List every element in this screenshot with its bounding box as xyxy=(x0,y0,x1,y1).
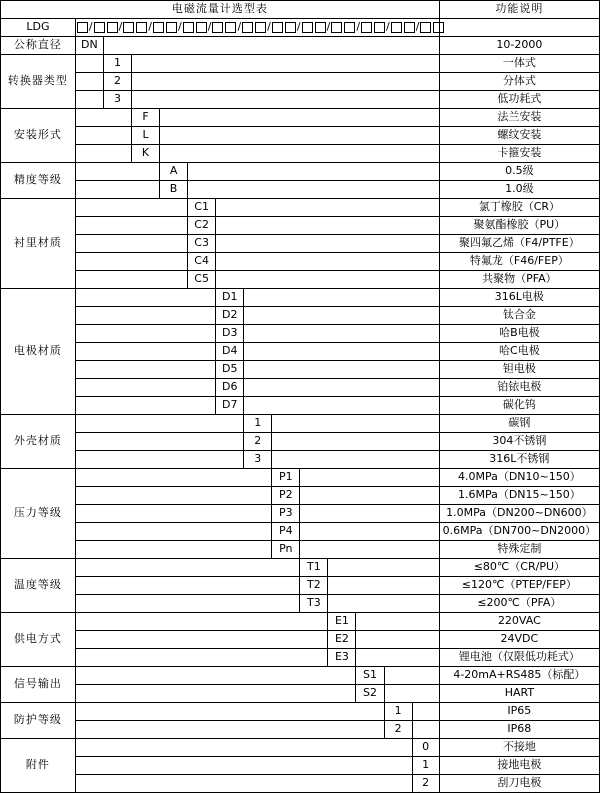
category-label: 防护等级 xyxy=(1,703,76,739)
row-converter-type-2 xyxy=(1,73,600,91)
spacer-cell xyxy=(75,523,271,541)
row-electrode-3 xyxy=(1,325,600,343)
spacer-cell xyxy=(244,325,440,343)
desc-cell: 卡箍安装 xyxy=(439,145,599,163)
code-box xyxy=(285,22,296,33)
row-pressure-5 xyxy=(1,541,600,559)
code-cell: K xyxy=(131,145,159,163)
row-converter-type-1 xyxy=(1,55,600,73)
code-cell: S2 xyxy=(356,685,384,703)
spacer-cell xyxy=(75,343,215,361)
desc-empty xyxy=(439,19,599,37)
code-cell: DN xyxy=(75,37,103,55)
desc-cell: 316L不锈钢 xyxy=(439,451,599,469)
spacer-cell xyxy=(75,235,187,253)
row-shell-1 xyxy=(1,415,600,433)
desc-cell: 钛合金 xyxy=(439,307,599,325)
desc-cell: ≤120℃（PTEP/FEP） xyxy=(439,577,599,595)
spacer-cell xyxy=(412,703,439,721)
code-box xyxy=(315,22,326,33)
spacer-cell xyxy=(244,343,440,361)
spacer-cell xyxy=(328,577,439,595)
code-cell: F xyxy=(131,109,159,127)
spacer-cell xyxy=(160,109,440,127)
category-label: 公称直径 xyxy=(1,37,76,55)
desc-cell: HART xyxy=(439,685,599,703)
spacer-cell xyxy=(75,397,215,415)
row-electrode-7 xyxy=(1,397,600,415)
code-box xyxy=(242,22,253,33)
category-label: 温度等级 xyxy=(1,559,76,613)
code-cell: 1 xyxy=(412,757,439,775)
desc-cell: 共聚物（PFA） xyxy=(439,271,599,289)
code-cell: S1 xyxy=(356,667,384,685)
desc-cell: 4.0MPa（DN10~150） xyxy=(439,469,599,487)
ldg-label: LDG xyxy=(1,19,76,37)
spacer-cell xyxy=(75,379,215,397)
table-title: 电磁流量计选型表 xyxy=(1,1,440,19)
desc-cell: 4-20mA+RS485（标配） xyxy=(439,667,599,685)
spacer-cell xyxy=(356,631,439,649)
code-box xyxy=(374,22,385,33)
row-electrode-4 xyxy=(1,343,600,361)
row-install-2 xyxy=(1,127,600,145)
desc-cell: IP65 xyxy=(439,703,599,721)
category-label: 供电方式 xyxy=(1,613,76,667)
spacer-cell xyxy=(75,595,300,613)
code-cell: 3 xyxy=(244,451,272,469)
code-cell: 0 xyxy=(412,739,439,757)
code-box xyxy=(153,22,164,33)
spacer-cell xyxy=(216,217,440,235)
row-accessory-1 xyxy=(1,739,600,757)
row-lining-2 xyxy=(1,217,600,235)
row-pressure-4 xyxy=(1,523,600,541)
desc-cell: 1.0MPa（DN200~DN600） xyxy=(439,505,599,523)
category-label: 精度等级 xyxy=(1,163,76,199)
table-title-row xyxy=(1,1,600,19)
spacer-cell xyxy=(75,739,412,757)
row-electrode-2 xyxy=(1,307,600,325)
desc-cell: IP68 xyxy=(439,721,599,739)
desc-cell: 哈B电极 xyxy=(439,325,599,343)
code-cell: C3 xyxy=(188,235,216,253)
code-box xyxy=(433,22,444,33)
spacer-cell xyxy=(75,271,187,289)
row-power-1 xyxy=(1,613,600,631)
category-label: 转换器类型 xyxy=(1,55,76,109)
spacer-cell xyxy=(160,127,440,145)
desc-cell: 碳钢 xyxy=(439,415,599,433)
row-power-2 xyxy=(1,631,600,649)
desc-cell: 氯丁橡胶（CR） xyxy=(439,199,599,217)
code-cell: D7 xyxy=(216,397,244,415)
spacer-cell xyxy=(216,271,440,289)
desc-cell: 0.6MPa（DN700~DN2000） xyxy=(439,523,599,541)
code-boxes-row xyxy=(1,19,600,37)
code-cell: D2 xyxy=(216,307,244,325)
desc-cell: 碳化钨 xyxy=(439,397,599,415)
spacer-cell xyxy=(188,181,440,199)
code-cell: A xyxy=(160,163,188,181)
spacer-cell xyxy=(75,217,187,235)
spacer-cell xyxy=(131,73,439,91)
code-box xyxy=(302,22,313,33)
code-cell: C4 xyxy=(188,253,216,271)
spacer-cell xyxy=(75,145,131,163)
desc-cell: 1.0级 xyxy=(439,181,599,199)
category-label: 电极材质 xyxy=(1,289,76,415)
category-label: 压力等级 xyxy=(1,469,76,559)
code-cell: C1 xyxy=(188,199,216,217)
code-box xyxy=(404,22,415,33)
spacer-cell xyxy=(272,415,439,433)
spacer-cell xyxy=(272,433,439,451)
row-accuracy-1 xyxy=(1,163,600,181)
spacer-cell xyxy=(75,469,271,487)
code-cell: C5 xyxy=(188,271,216,289)
spacer-cell xyxy=(75,775,412,793)
row-temperature-2 xyxy=(1,577,600,595)
code-cell: 1 xyxy=(103,55,131,73)
desc-cell: 哈C电极 xyxy=(439,343,599,361)
code-cell: T3 xyxy=(300,595,328,613)
code-cell: E3 xyxy=(328,649,356,667)
code-cell: D5 xyxy=(216,361,244,379)
code-cell: T2 xyxy=(300,577,328,595)
desc-cell: ≤200℃（PFA） xyxy=(439,595,599,613)
desc-cell: 304不锈钢 xyxy=(439,433,599,451)
row-nominal-diameter xyxy=(1,37,600,55)
desc-cell: 接地电极 xyxy=(439,757,599,775)
code-cell: 2 xyxy=(103,73,131,91)
spacer-cell xyxy=(75,91,103,109)
desc-cell: 特氟龙（F46/FEP） xyxy=(439,253,599,271)
row-shell-2 xyxy=(1,433,600,451)
spacer-cell xyxy=(75,487,271,505)
spacer-cell xyxy=(75,541,271,559)
spacer-cell xyxy=(75,685,356,703)
code-box xyxy=(344,22,355,33)
desc-cell: 法兰安装 xyxy=(439,109,599,127)
spacer-cell xyxy=(75,415,243,433)
row-protection-2 xyxy=(1,721,600,739)
code-cell: D1 xyxy=(216,289,244,307)
category-label: 信号输出 xyxy=(1,667,76,703)
desc-cell: 锂电池（仅限低功耗式） xyxy=(439,649,599,667)
spacer-cell xyxy=(75,55,103,73)
spacer-cell xyxy=(75,109,131,127)
spacer-cell xyxy=(75,721,384,739)
spacer-cell xyxy=(75,703,384,721)
spacer-cell xyxy=(216,253,440,271)
spacer-cell xyxy=(356,649,439,667)
desc-cell: 一体式 xyxy=(439,55,599,73)
desc-cell: 聚四氟乙烯（F4/PTFE） xyxy=(439,235,599,253)
code-box xyxy=(272,22,283,33)
code-cell: D6 xyxy=(216,379,244,397)
row-accessory-3 xyxy=(1,775,600,793)
row-install-3 xyxy=(1,145,600,163)
row-temperature-1 xyxy=(1,559,600,577)
code-box xyxy=(255,22,266,33)
row-accuracy-2 xyxy=(1,181,600,199)
row-accessory-2 xyxy=(1,757,600,775)
code-cell: C2 xyxy=(188,217,216,235)
spacer-cell xyxy=(160,145,440,163)
desc-cell: 分体式 xyxy=(439,73,599,91)
spacer-cell xyxy=(75,73,103,91)
code-box xyxy=(107,22,118,33)
code-box xyxy=(166,22,177,33)
code-box xyxy=(77,22,88,33)
code-cell: E1 xyxy=(328,613,356,631)
row-electrode-5 xyxy=(1,361,600,379)
code-cell: D4 xyxy=(216,343,244,361)
spacer-cell xyxy=(75,757,412,775)
spacer-cell xyxy=(75,613,328,631)
code-box xyxy=(331,22,342,33)
code-box xyxy=(196,22,207,33)
spacer-cell xyxy=(75,325,215,343)
spacer-cell xyxy=(75,649,328,667)
desc-cell: 24VDC xyxy=(439,631,599,649)
spacer-cell xyxy=(75,577,300,595)
spacer-cell xyxy=(103,37,439,55)
code-cell: 1 xyxy=(244,415,272,433)
code-cell: Pn xyxy=(272,541,300,559)
row-lining-1 xyxy=(1,199,600,217)
spacer-cell xyxy=(75,163,159,181)
desc-cell: 低功耗式 xyxy=(439,91,599,109)
code-cell: L xyxy=(131,127,159,145)
row-signal-1 xyxy=(1,667,600,685)
row-protection-1 xyxy=(1,703,600,721)
code-box xyxy=(361,22,372,33)
code-box xyxy=(391,22,402,33)
spacer-cell xyxy=(244,361,440,379)
row-pressure-2 xyxy=(1,487,600,505)
row-pressure-3 xyxy=(1,505,600,523)
spacer-cell xyxy=(244,289,440,307)
desc-cell: 0.5级 xyxy=(439,163,599,181)
code-cell: 2 xyxy=(412,775,439,793)
spacer-cell xyxy=(300,505,439,523)
desc-cell: 10-2000 xyxy=(439,37,599,55)
desc-cell: 特殊定制 xyxy=(439,541,599,559)
spacer-cell xyxy=(75,307,215,325)
spacer-cell xyxy=(75,433,243,451)
spacer-cell xyxy=(384,685,439,703)
desc-cell: 刮刀电极 xyxy=(439,775,599,793)
row-shell-3 xyxy=(1,451,600,469)
spacer-cell xyxy=(75,667,356,685)
spacer-cell xyxy=(412,721,439,739)
desc-cell: 螺纹安装 xyxy=(439,127,599,145)
spacer-cell xyxy=(216,235,440,253)
row-lining-5 xyxy=(1,271,600,289)
row-signal-2 xyxy=(1,685,600,703)
desc-cell: 1.6MPa（DN15~150） xyxy=(439,487,599,505)
desc-title: 功能说明 xyxy=(439,1,599,19)
spacer-cell xyxy=(356,613,439,631)
category-label: 安装形式 xyxy=(1,109,76,163)
row-pressure-1 xyxy=(1,469,600,487)
spacer-cell xyxy=(216,199,440,217)
spacer-cell xyxy=(244,379,440,397)
code-cell: E2 xyxy=(328,631,356,649)
row-lining-4 xyxy=(1,253,600,271)
spacer-cell xyxy=(328,595,439,613)
code-box xyxy=(94,22,105,33)
row-power-3 xyxy=(1,649,600,667)
spacer-cell xyxy=(244,397,440,415)
code-cell: P2 xyxy=(272,487,300,505)
code-box xyxy=(183,22,194,33)
spacer-cell xyxy=(75,199,187,217)
spacer-cell xyxy=(131,55,439,73)
spacer-cell xyxy=(328,559,439,577)
code-box xyxy=(225,22,236,33)
desc-cell: 不接地 xyxy=(439,739,599,757)
code-cell: B xyxy=(160,181,188,199)
spacer-cell xyxy=(75,181,159,199)
code-box xyxy=(420,22,431,33)
spacer-cell xyxy=(75,127,131,145)
code-cell: 2 xyxy=(384,721,412,739)
code-cell: 1 xyxy=(384,703,412,721)
code-cell: 2 xyxy=(244,433,272,451)
spacer-cell xyxy=(300,469,439,487)
spacer-cell xyxy=(244,307,440,325)
spacer-cell xyxy=(300,541,439,559)
spacer-cell xyxy=(75,451,243,469)
row-lining-3 xyxy=(1,235,600,253)
row-converter-type-3 xyxy=(1,91,600,109)
spacer-cell xyxy=(188,163,440,181)
row-temperature-3 xyxy=(1,595,600,613)
spacer-cell xyxy=(300,487,439,505)
spacer-cell xyxy=(131,91,439,109)
spacer-cell xyxy=(75,289,215,307)
row-electrode-6 xyxy=(1,379,600,397)
spacer-cell xyxy=(75,361,215,379)
code-cell: P4 xyxy=(272,523,300,541)
desc-cell: ≤80℃（CR/PU） xyxy=(439,559,599,577)
desc-cell: 316L电极 xyxy=(439,289,599,307)
code-cell: P3 xyxy=(272,505,300,523)
spacer-cell xyxy=(272,451,439,469)
category-label: 附件 xyxy=(1,739,76,793)
code-box-strip: / / / / / / / / / / / / xyxy=(75,19,439,37)
spacer-cell xyxy=(300,523,439,541)
code-cell: 3 xyxy=(103,91,131,109)
desc-cell: 聚氨酯橡胶（PU） xyxy=(439,217,599,235)
spacer-cell xyxy=(75,559,300,577)
code-cell: D3 xyxy=(216,325,244,343)
spacer-cell xyxy=(75,505,271,523)
row-electrode-1 xyxy=(1,289,600,307)
spacer-cell xyxy=(75,253,187,271)
category-label: 衬里材质 xyxy=(1,199,76,289)
desc-cell: 钽电极 xyxy=(439,361,599,379)
code-cell: T1 xyxy=(300,559,328,577)
code-box xyxy=(136,22,147,33)
row-install-1 xyxy=(1,109,600,127)
spacer-cell xyxy=(384,667,439,685)
category-label: 外壳材质 xyxy=(1,415,76,469)
desc-cell: 220VAC xyxy=(439,613,599,631)
desc-cell: 铂铱电极 xyxy=(439,379,599,397)
code-cell: P1 xyxy=(272,469,300,487)
code-box xyxy=(123,22,134,33)
spacer-cell xyxy=(75,631,328,649)
code-box xyxy=(212,22,223,33)
